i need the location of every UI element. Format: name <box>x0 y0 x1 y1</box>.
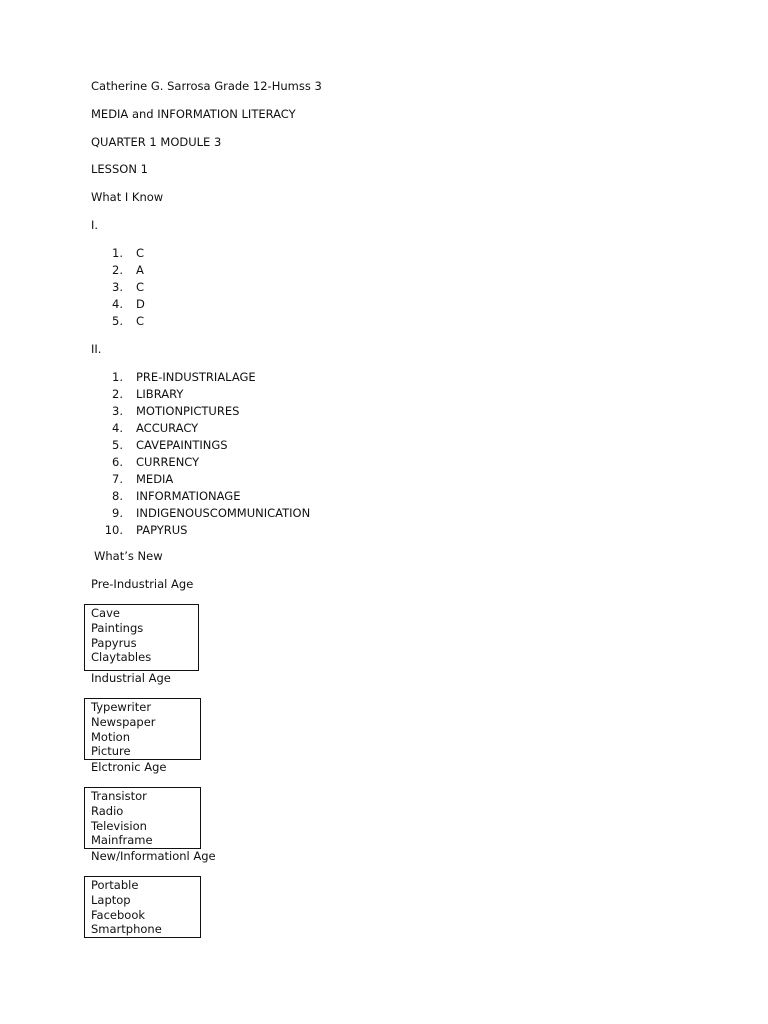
item-answer: D <box>136 297 145 311</box>
item-number: 8. <box>112 489 123 503</box>
item-answer: INFORMATIONAGE <box>136 489 241 503</box>
item-number: 1. <box>112 370 123 384</box>
item-number: 2. <box>112 263 123 277</box>
age-item: Portable <box>91 878 139 892</box>
item-number: 6. <box>112 455 123 469</box>
item-answer: PRE-INDUSTRIALAGE <box>136 370 256 384</box>
item-answer: CURRENCY <box>136 455 200 469</box>
age-item: Transistor <box>91 789 147 803</box>
age-label: Elctronic Age <box>91 760 167 774</box>
age-item: Television <box>91 818 147 833</box>
item-answer: CAVEPAINTINGS <box>136 438 228 452</box>
age-item: Mainframe <box>91 833 153 848</box>
age-item: Picture <box>91 744 131 759</box>
item-number: 3. <box>112 280 123 294</box>
item-answer: MOTIONPICTURES <box>136 404 240 418</box>
item-answer: C <box>136 280 145 294</box>
part-two-label: II. <box>91 342 102 356</box>
whats-new-heading: What’s New <box>94 549 163 563</box>
item-answer: INDIGENOUSCOMMUNICATION <box>136 506 311 520</box>
part-one-label: I. <box>91 218 99 232</box>
item-answer: LIBRARY <box>136 387 184 401</box>
item-answer: ACCURACY <box>136 421 199 435</box>
item-number: 2. <box>112 387 123 401</box>
age-item: Radio <box>91 803 124 818</box>
age-items-box <box>84 876 201 938</box>
age-item: Paintings <box>91 620 144 635</box>
item-answer: MEDIA <box>136 472 174 486</box>
age-item: Motion <box>91 729 130 744</box>
lesson-title: LESSON 1 <box>91 162 148 176</box>
item-number: 10. <box>104 523 123 537</box>
age-items-box <box>84 698 201 760</box>
age-item: Claytables <box>91 650 152 665</box>
age-item: Typewriter <box>91 700 152 714</box>
item-answer: A <box>136 263 144 277</box>
item-number: 1. <box>112 246 123 260</box>
item-answer: C <box>136 246 145 260</box>
age-items-box <box>84 604 199 671</box>
age-items-box <box>84 787 201 849</box>
item-answer: PAPYRUS <box>136 523 188 537</box>
age-label: New/Informationl Age <box>91 849 216 863</box>
age-item: Cave <box>91 606 120 620</box>
age-item: Newspaper <box>91 714 156 729</box>
item-number: 4. <box>112 297 123 311</box>
item-number: 4. <box>112 421 123 435</box>
author-line: Catherine G. Sarrosa Grade 12-Humss 3 <box>91 79 322 93</box>
age-item: Facebook <box>91 907 146 922</box>
age-label: Industrial Age <box>91 671 171 685</box>
what-i-know-heading: What I Know <box>91 190 164 204</box>
age-item: Laptop <box>91 892 131 907</box>
age-label: Pre-Industrial Age <box>91 577 194 591</box>
item-number: 3. <box>112 404 123 418</box>
item-number: 9. <box>112 506 123 520</box>
item-number: 7. <box>112 472 123 486</box>
module-title: QUARTER 1 MODULE 3 <box>91 135 222 149</box>
item-number: 5. <box>112 438 123 452</box>
subject-title: MEDIA and INFORMATION LITERACY <box>91 107 296 121</box>
age-item: Smartphone <box>91 922 162 937</box>
age-item: Papyrus <box>91 635 137 650</box>
item-number: 5. <box>112 314 123 328</box>
item-answer: C <box>136 314 145 328</box>
